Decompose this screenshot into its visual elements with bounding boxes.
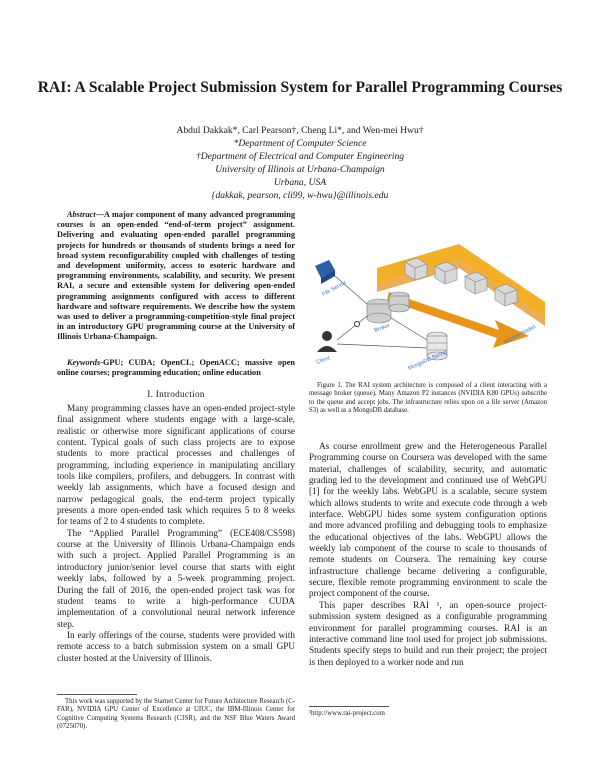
figure-caption: Figure 1. The RAI system architecture is composed of a client interacting with a message broker (queue). Many Amazon P2 instances (NVIDIA K80 GPUs) subscribe to the queue and accept jobs. The infrastructure relies upon on a file server (Amazon S3) as well as a MongoDB database. — [309, 382, 547, 415]
affiliation-city: Urbana, USA — [273, 177, 327, 188]
paragraph: As course enrollment grew and the Heterogeneous Parallel Programming course on Coursera was developed with the same material, challenges of scalability, security, and automatic grading led to the development and continued use of WebGPU [1] for the weekly labs. WebGPU is a scalable, secure system which allows students to write and execute code through a web interface. WebGPU hides some system configuration options and more advanced profiling and debugging tools to emphasize the educational objectives of the labs. WebGPU allows the weekly lab component of the course to scale to thousands of remote students on Coursera. The remaining key course infrastructure challenge became delivering a configurable, secure, flexible remote programming environment to scale the project component of the course. — [309, 441, 547, 599]
author-names: Abdul Dakkak*, Carl Pearson†, Cheng Li*, and Wen-mei Hwu† — [176, 125, 424, 136]
abstract — [57, 210, 295, 343]
client-user-icon — [317, 331, 337, 352]
connector-node — [355, 322, 360, 327]
label-broker: Broker — [373, 322, 391, 334]
section-heading: I. Introduction — [147, 389, 205, 399]
right-column-body — [309, 441, 547, 668]
architecture-figure — [309, 240, 547, 378]
left-column-body — [57, 403, 295, 664]
affiliation-university: University of Illinois at Urbana-Champaign — [215, 164, 385, 175]
keywords — [57, 358, 295, 378]
affiliation-ece: †Department of Electrical and Computer Engineering — [195, 151, 405, 162]
file-server-icon — [315, 260, 335, 284]
label-mongodb: MongoDB Server — [407, 349, 449, 372]
label-workers: Worker Nodes — [503, 324, 537, 346]
paragraph: In early offerings of the course, students were provided with remote access to a batch submission system on a small GPU cluster hosted at the University of Illinois. — [57, 629, 295, 663]
keywords-label: Keywords — [67, 358, 101, 367]
footnote-rule — [57, 694, 137, 695]
label-client: Client — [315, 355, 331, 366]
abstract-label: Abstract — [67, 210, 96, 219]
paragraph: The “Applied Parallel Programming” (ECE408/CS598) course at the University of Illinois Urbana-Champaign ends with such a project. Applied Parallel Programming is an introductory junior/senior level course that starts with eight weekly labs, followed by a 5-week programming project. During the fall of 2016, the open-ended project task was for student teams to write a high-performance CUDA implementation of a convolutional neural network inference step. — [57, 527, 295, 629]
url-footnote: ¹http://www.rai-project.com — [309, 706, 389, 718]
author-emails: {dakkak, pearson, cli99, w-hwu}@illinois.edu — [211, 190, 389, 201]
funding-footnote: This work was supported by the Starnet Center for Future Architecture Research (C-FAR), NVIDIA GPU Center of Excellence at UIUC, the IBM-Illinois Center for Cognitive Computing Systems Research (C3SR), and the NSF Blue Waters Award (0725070). — [57, 698, 295, 731]
paragraph: This paper describes RAI ¹, an open-source project-submission system designed as a configurable programming environment for parallel programming courses. RAI is an interactive command line tool used for project job submissions. Students specify steps to build and run their project; the project is then deployed to a worker node and run — [309, 599, 547, 667]
affiliation-cs: *Department of Computer Science — [233, 138, 367, 149]
paper-title: RAI: A Scalable Project Submission System for Parallel Programming Courses — [37, 79, 563, 96]
paragraph: Many programming classes have an open-ended project-style final assignment where students engage with a large-scale, realistic or otherwise more significant applications of course content. Typical goals of such class projects are to expose students to more practical processes and challenges of programming, including experience in manipulating ancillary tools like compilers, profilers, and debuggers. In contrast with weekly lab assignments, which have a focused design and narrow pedagogical goals, the end-term project typically presents a more open-ended task which requires 5 to 8 weeks for teams of 2 to 4 students to complete. — [57, 403, 295, 527]
author-block — [0, 124, 600, 202]
keywords-text: -GPU; CUDA; OpenCL; OpenACC; massive open online courses; programming education; online education — [57, 358, 295, 378]
abstract-text: —A major component of many advanced programming courses is an open-ended “end-of-term project” assignment. Delivering and evaluating open-ended parallel programming projects for hundreds or thousands of students brings a need for broad system reconfigurability coupled with challenges of testing and development uniformity, access to esoteric hardware and programming environments, scalability, and security. We present RAI, a secure and extensible system for delivering open-ended programming assignments configured with access to different hardware and software requirements. We describe how the system was used to deliver a programming-competition-style final project in an introductory GPU programming course at the University of Illinois Urbana-Champaign. — [57, 210, 295, 342]
label-file-server: File Server — [321, 279, 348, 298]
